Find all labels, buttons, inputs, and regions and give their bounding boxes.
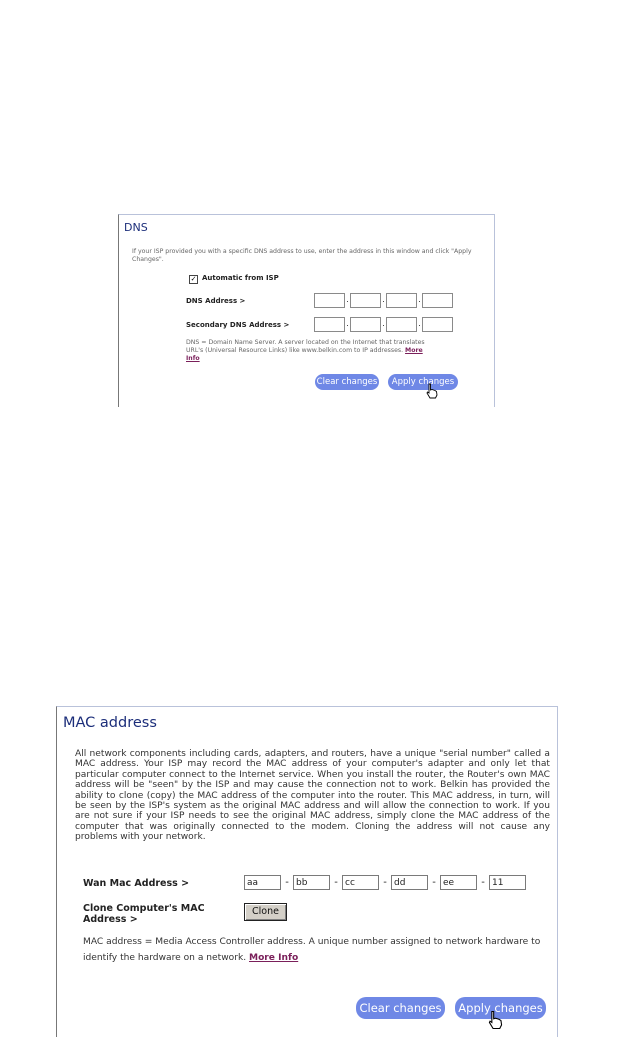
dns-note-text: DNS = Domain Name Server. A server located on the Internet that translates URL's (Universal Resource Links) like www.belkin.com to IP addresses. [186, 339, 425, 354]
dns-address-octet-2[interactable] [350, 293, 381, 308]
dns-description: If your ISP provided you with a specific DNS address to use, enter the address in this window and click "Apply Changes". [132, 248, 472, 263]
wan-mac-octet-3[interactable]: cc [342, 875, 379, 890]
ip-separator: . [382, 319, 385, 328]
dns-note [186, 339, 426, 363]
dns-address-octet-1[interactable] [314, 293, 345, 308]
wan-mac-octet-4[interactable]: dd [391, 875, 428, 890]
dns-address-label: DNS Address > [186, 297, 246, 305]
mac-clear-changes-button[interactable]: Clear changes [356, 997, 445, 1019]
wan-mac-octet-1[interactable]: aa [244, 875, 281, 890]
mac-description: All network components including cards, adapters, and routers, have a unique "serial number" called a MAC address. Your ISP may record the MAC address of your computer's adapter and only let that particular computer connect to the Internet service. When you install the router, the Router's own MAC address will be "seen" by the ISP and may cause the connection not to work. Belkin has provided the ability to clone (copy) the MAC address of the computer into the router. This MAC address, in turn, will be seen by the ISP's system as the original MAC address and will allow the connection to work. If you are not sure if your ISP needs to see the original MAC address, simply clone the MAC address of the computer that was originally connected to the modem. Cloning the address will not cause any problems with your network. [75, 749, 550, 843]
dns-title: DNS [124, 221, 148, 234]
mac-separator: - [334, 877, 338, 888]
dns-apply-changes-button[interactable]: Apply changes [388, 374, 458, 390]
clone-mac-label: Clone Computer's MAC Address > [83, 903, 205, 925]
hand-pointer-icon [487, 1010, 504, 1030]
mac-separator: - [285, 877, 289, 888]
mac-separator: - [481, 877, 485, 888]
dns-address-octet-4[interactable] [422, 293, 453, 308]
mac-more-info-link[interactable]: More Info [249, 953, 299, 963]
ip-separator: . [346, 319, 349, 328]
mac-separator: - [383, 877, 387, 888]
wan-mac-octet-6[interactable]: 11 [489, 875, 526, 890]
wan-mac-octet-2[interactable]: bb [293, 875, 330, 890]
mac-separator: - [432, 877, 436, 888]
mac-title: MAC address [63, 715, 157, 731]
dns-more-info-link[interactable]: More Info [186, 347, 423, 362]
secondary-dns-label: Secondary DNS Address > [186, 321, 290, 329]
dns-panel [118, 214, 495, 407]
auto-from-isp-row [189, 274, 279, 284]
mac-note-text: MAC address = Media Access Controller address. A unique number assigned to network hardware to identify the hardware on a network. [83, 937, 541, 963]
auto-from-isp-checkbox[interactable] [189, 275, 198, 284]
secondary-dns-fields [314, 317, 453, 331]
wan-mac-label: Wan Mac Address > [83, 878, 190, 889]
dns-address-fields [314, 293, 453, 307]
ip-separator: . [382, 295, 385, 304]
ip-separator: . [418, 319, 421, 328]
wan-mac-octet-5[interactable]: ee [440, 875, 477, 890]
clone-button[interactable]: Clone [244, 903, 287, 921]
secondary-dns-octet-4[interactable] [422, 317, 453, 332]
auto-from-isp-label: Automatic from ISP [202, 274, 279, 282]
wan-mac-fields [244, 875, 526, 891]
mac-note [83, 934, 543, 966]
ip-separator: . [418, 295, 421, 304]
mac-panel [56, 706, 558, 1037]
mac-apply-changes-button[interactable]: Apply changes [455, 997, 546, 1019]
checkmark-icon: ✓ [190, 275, 197, 283]
ip-separator: . [346, 295, 349, 304]
secondary-dns-octet-2[interactable] [350, 317, 381, 332]
dns-clear-changes-button[interactable]: Clear changes [315, 374, 379, 390]
dns-address-octet-3[interactable] [386, 293, 417, 308]
secondary-dns-octet-3[interactable] [386, 317, 417, 332]
hand-pointer-icon [425, 383, 439, 399]
secondary-dns-octet-1[interactable] [314, 317, 345, 332]
